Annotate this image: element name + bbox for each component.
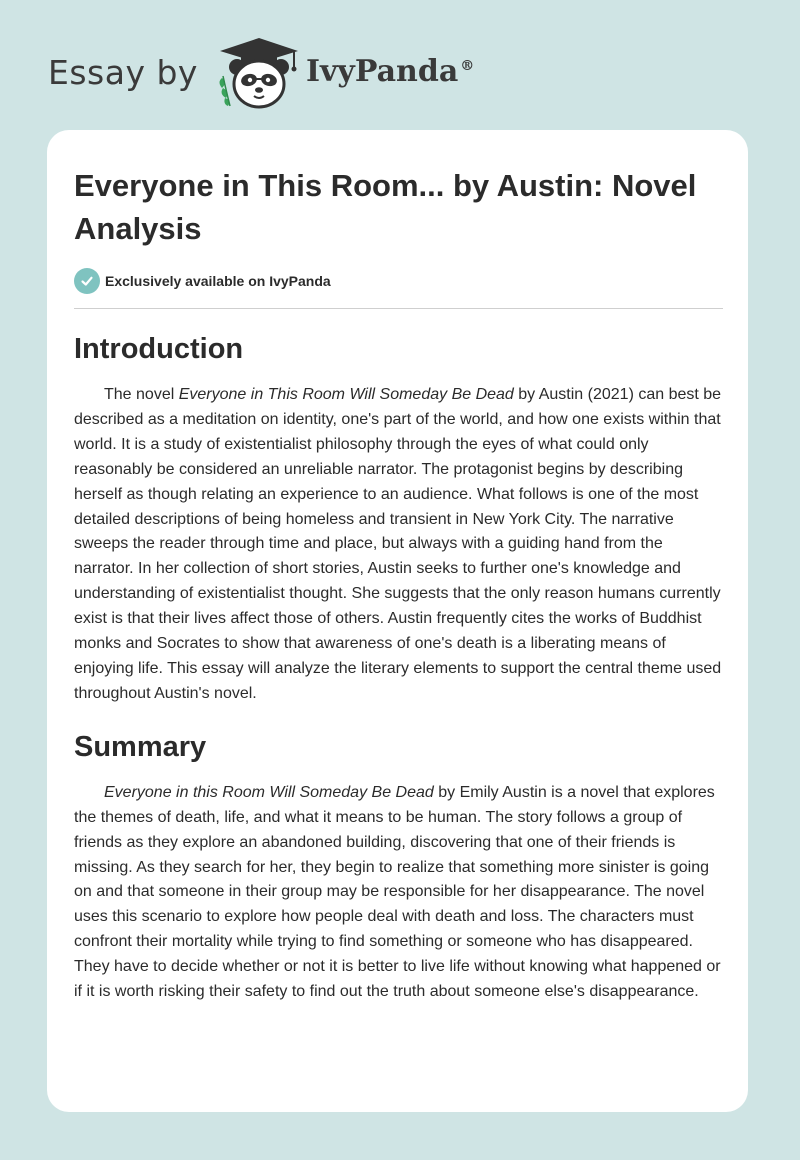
essay-card xyxy=(47,130,748,1112)
introduction-paragraph: The novel Everyone in This Room Will Someday Be Dead by Austin (2021) can best be described as a meditation on identity, one's part of the world, and how one exists within that world. It is a study of existentialist philosophy through the eyes of what could only reasonably be considered an unreliable narrator. The protagonist begins by describing herself as though relating an experience to an audience. What follows is one of the most detailed descriptions of being homeless and transient in New York City. The narrative sweeps the reader through time and place, but always with a guiding hand from the narrator. In her collection of short stories, Austin seeks to further one's knowledge and understanding of existentialist thought. She suggests that the only reason humans currently exist is that their lives affect those of others. Austin frequently cites the works of Buddhist monks and Socrates to show that awareness of one's death is a liberating means of enjoying life. This essay will analyze the literary elements to support the central theme used throughout Austin's novel. xyxy=(74,386,722,702)
essay-title: Everyone in This Room... by Austin: Novel Analysis xyxy=(74,168,697,246)
registered-mark: ® xyxy=(460,58,475,74)
checkmark-icon xyxy=(74,268,100,294)
section-heading-introduction: Introduction xyxy=(74,333,244,365)
summary-paragraph: Everyone in this Room Will Someday Be Dead by Emily Austin is a novel that explores the themes of death, life, and what it means to be human. The story follows a group of friends as they explore an abandoned building, discovering that one of their friends is missing. As they search for her, they begin to realize that something more sinister is going on and that someone in their group may be responsible for her disappearance. The novel uses this scenario to explore how people deal with death and loss. The characters must confront their mortality while trying to find something or someone who has disappeared. They have to decide whether or not it is better to live life without knowing what happened or if it is worth risking their safety to find out the truth about someone else's disappearance. xyxy=(74,783,721,1001)
divider xyxy=(74,308,723,309)
exclusive-note xyxy=(74,268,723,294)
exclusive-label: Exclusively available on IvyPanda xyxy=(105,273,331,289)
section-heading-summary: Summary xyxy=(74,730,207,763)
book-title-italic: Everyone in this Room Will Someday Be Dead xyxy=(104,783,434,801)
site-header xyxy=(48,32,474,112)
book-title-italic: Everyone in This Room Will Someday Be Dead xyxy=(178,386,514,403)
brand-name[interactable]: IvyPanda ® xyxy=(305,54,475,89)
panda-logo-icon[interactable] xyxy=(214,32,304,112)
essay-by-label: Essay by xyxy=(48,52,198,92)
essay-content xyxy=(74,164,723,1005)
